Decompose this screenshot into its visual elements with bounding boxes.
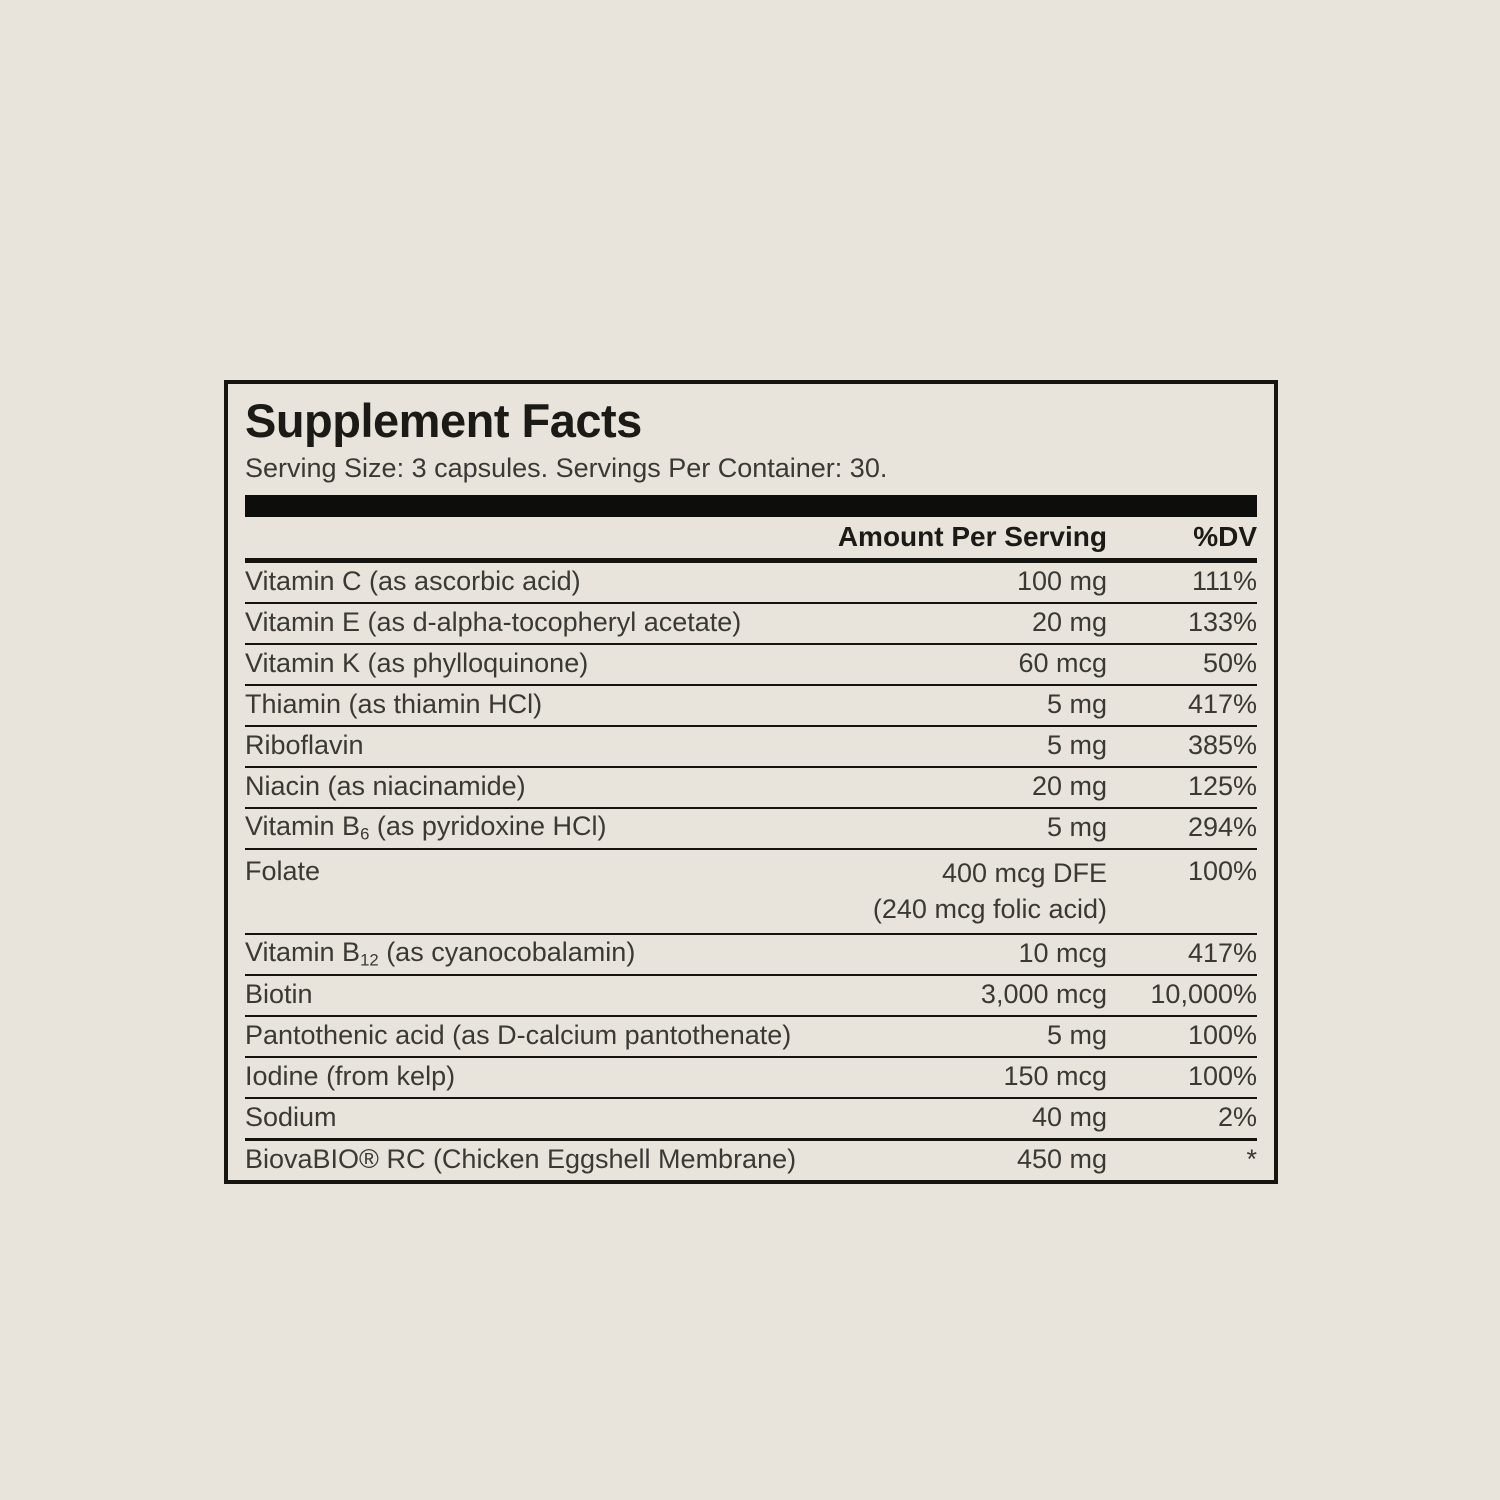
panel-title: Supplement Facts	[245, 394, 642, 447]
dv-column-header: %DV	[1193, 520, 1257, 552]
nutrient-name: Vitamin K (as phylloquinone)	[245, 648, 589, 679]
nutrient-amount: 450 mg	[1016, 1144, 1107, 1175]
table-row-biovabio	[245, 1138, 1257, 1180]
nutrient-amount: 3,000 mcg	[980, 979, 1107, 1010]
table-row-thiamin	[245, 684, 1257, 725]
nutrient-dv: 2%	[1217, 1102, 1257, 1133]
nutrient-table	[245, 563, 1257, 1180]
nutrient-dv: 125%	[1187, 771, 1257, 802]
nutrient-amount: 20 mg	[1031, 607, 1107, 638]
nutrient-amount: 40 mg	[1031, 1102, 1107, 1133]
nutrient-name: BiovaBIO® RC (Chicken Eggshell Membrane)	[245, 1144, 797, 1175]
nutrient-dv: 111%	[1191, 566, 1257, 597]
supplement-facts-panel	[224, 380, 1278, 1184]
nutrient-dv: 385%	[1187, 730, 1257, 761]
nutrient-name: Iodine (from kelp)	[245, 1061, 456, 1092]
nutrient-name: Vitamin C (as ascorbic acid)	[245, 566, 581, 597]
nutrient-name: Vitamin $B_{12}$ (as cyanocobalamin)	[245, 937, 636, 970]
table-row-vitamin-c	[245, 563, 1257, 602]
nutrient-amount: 60 mcg	[1018, 648, 1107, 679]
nutrient-name: Vitamin $B_6$ (as pyridoxine HCl)	[245, 811, 607, 844]
nutrient-name: Biotin	[245, 979, 313, 1010]
table-row-vitamin-b12	[245, 933, 1257, 974]
nutrient-name: Riboflavin	[245, 730, 364, 761]
nutrient-name: Folate	[245, 855, 321, 886]
table-row-biotin	[245, 974, 1257, 1015]
nutrient-amount: 5 mg	[1046, 1020, 1107, 1051]
top-black-bar	[245, 495, 1257, 517]
table-row-pantothenic-acid	[245, 1015, 1257, 1056]
table-row-riboflavin	[245, 725, 1257, 766]
nutrient-name: Niacin (as niacinamide)	[245, 771, 526, 802]
nutrient-amount: 150 mcg	[1003, 1061, 1107, 1092]
nutrient-dv: 100%	[1187, 1061, 1257, 1092]
table-row-iodine	[245, 1056, 1257, 1097]
subscript: 12	[360, 950, 379, 970]
amount-note: (240 mcg folic acid)	[872, 893, 1107, 924]
nutrient-amount: 10 mcg	[1018, 938, 1107, 969]
nutrient-amount: 5 mg	[1046, 689, 1107, 720]
nutrient-name: Sodium	[245, 1102, 337, 1133]
nutrient-amount: 20 mg	[1031, 771, 1107, 802]
nutrient-name: Thiamin (as thiamin HCl)	[245, 689, 543, 720]
nutrient-amount: 5 mg	[1046, 730, 1107, 761]
nutrient-dv: 417%	[1187, 938, 1257, 969]
nutrient-dv: 10,000%	[1150, 979, 1257, 1010]
table-row-niacin	[245, 766, 1257, 807]
nutrient-amount: 400 mcg DFE (240 mcg folic acid)	[873, 855, 1107, 928]
nutrient-dv: 100%	[1187, 1020, 1257, 1051]
nutrient-dv: 417%	[1187, 689, 1257, 720]
serving-info: Serving Size: 3 capsules. Servings Per Container: 30.	[245, 452, 888, 483]
table-row-vitamin-e	[245, 602, 1257, 643]
nutrient-dv: 133%	[1187, 607, 1257, 638]
column-header-row	[245, 517, 1257, 558]
nutrient-amount: 5 mg	[1046, 812, 1107, 843]
subscript: 6	[360, 824, 370, 844]
nutrient-dv: 100%	[1187, 855, 1257, 886]
nutrient-name: Pantothenic acid (as D-calcium pantothenate)	[245, 1020, 792, 1051]
table-row-folate	[245, 848, 1257, 933]
amount-column-header: Amount Per Serving	[837, 520, 1107, 552]
table-row-vitamin-b6	[245, 807, 1257, 848]
nutrient-dv: *	[1246, 1144, 1257, 1175]
nutrient-dv: 294%	[1187, 812, 1257, 843]
nutrient-name: Vitamin E (as d-alpha-tocopheryl acetate)	[245, 607, 742, 638]
nutrient-amount: 100 mg	[1016, 566, 1107, 597]
nutrient-dv: 50%	[1202, 648, 1257, 679]
table-row-sodium	[245, 1097, 1257, 1138]
table-row-vitamin-k	[245, 643, 1257, 684]
